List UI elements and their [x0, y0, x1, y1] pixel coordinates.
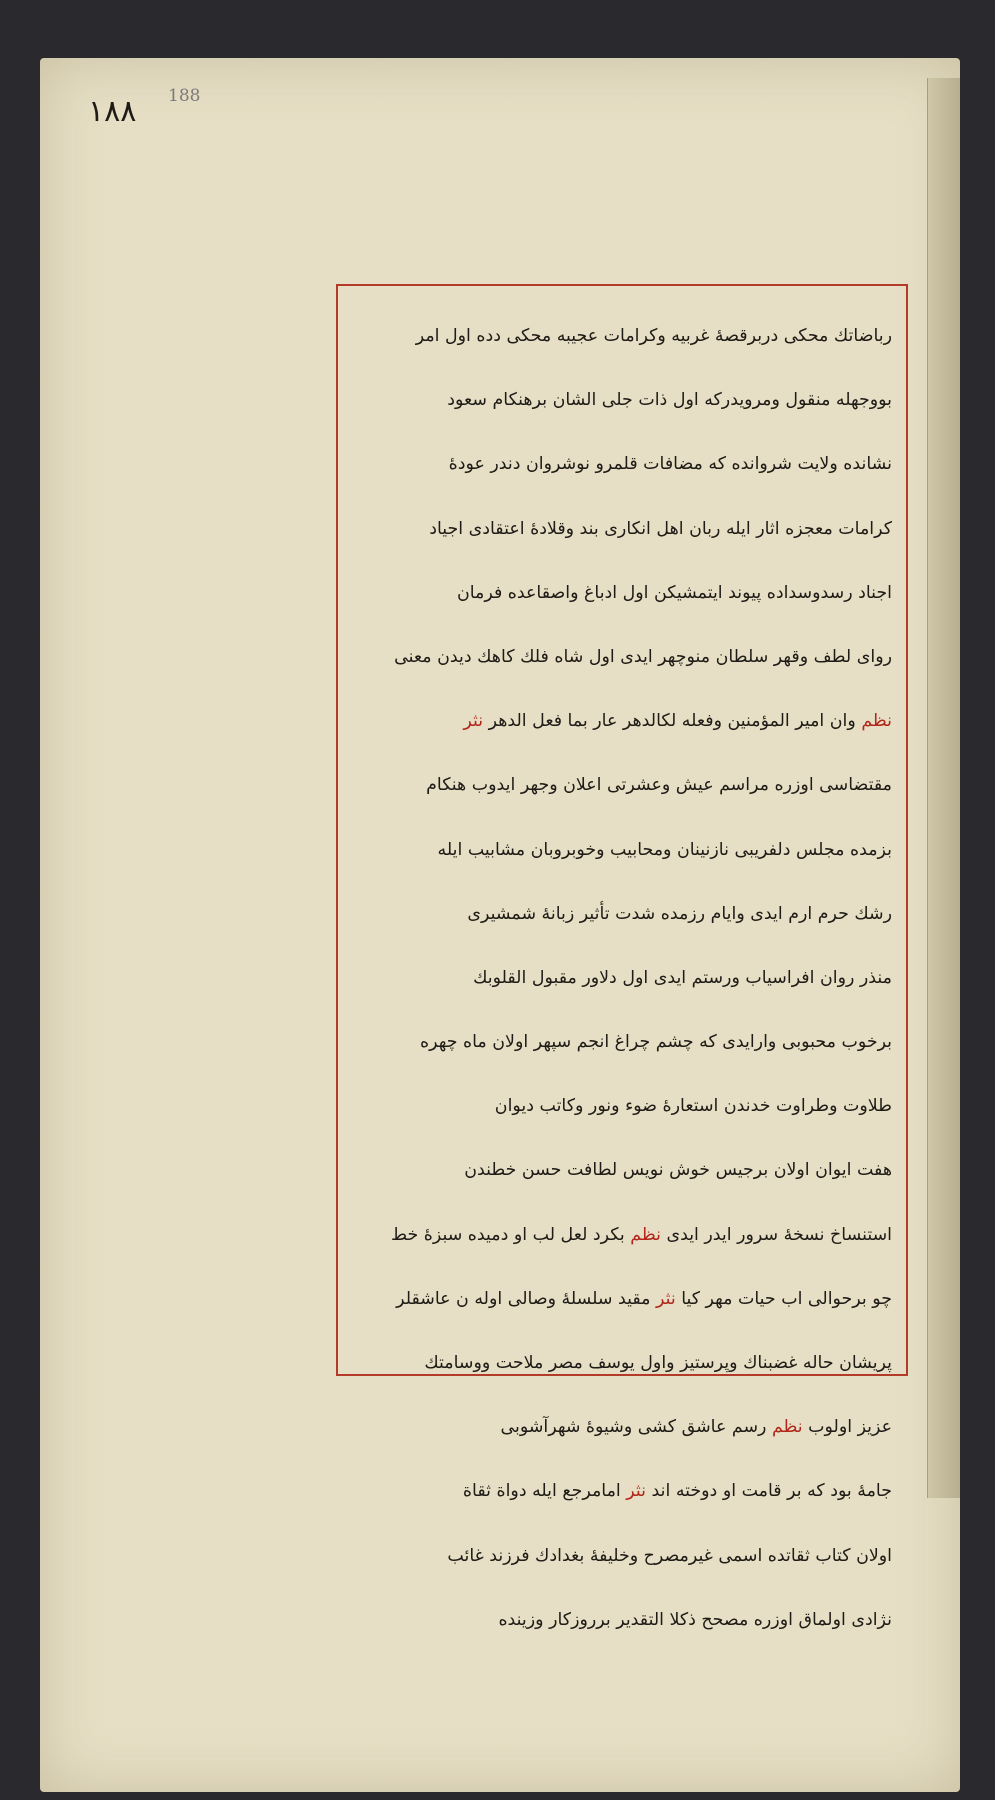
text-segment: هفت ايوان اولان برجيس خوش نويس لطافت حسن خطندن [464, 1160, 892, 1181]
text-segment: اجناد رسدوسداده پيوند ايتمشيكن اول ادباغ واصقاعده فرمان [456, 582, 892, 603]
pencil-page-number: 188 [168, 86, 201, 106]
text-line [352, 882, 892, 946]
text-segment: منذر روان افراسياب ورستم ايدى اول دلاور مقبول القلوبك [473, 967, 892, 988]
text-line [352, 625, 892, 689]
text-segment: برخوب محبوبى وارايدى كه چشم چراغ انجم سپهر اولان ماه چهره [420, 1032, 892, 1053]
text-segment: رسم عاشق كشى وشيوهٔ شهرآشوبى [500, 1417, 772, 1438]
rubric-word: نظم [861, 711, 892, 732]
text-line [352, 1203, 892, 1267]
text-line [352, 689, 892, 753]
text-segment: عزيز اولوب [802, 1417, 892, 1438]
text-segment: رواى لطف وقهر سلطان منوچهر ايدى اول شاه فلك كاهك ديدن معنى [394, 646, 892, 667]
text-segment: بزمده مجلس دلفريبى نازنينان ومحابيب وخوبروبان مشابيب ايله [437, 839, 892, 860]
text-segment: بووجهله منقول ومرويدركه اول ذات جلى الشان برهنكام سعود [447, 390, 892, 411]
rubric-word: نثر [626, 1481, 646, 1502]
text-segment: پريشان حاله غضبناك وپرستيز واول يوسف مصر ملاحت ووسامتك [424, 1353, 892, 1373]
text-line [352, 1459, 892, 1523]
rubric-word: نثر [655, 1288, 676, 1309]
text-line [352, 1074, 892, 1138]
folio-number: ١٨٨ [88, 94, 137, 129]
text-segment: طلاوت وطراوت خدندن استعارهٔ ضوء ونور وكاتب ديوان [494, 1096, 892, 1117]
text-line [352, 1267, 892, 1331]
text-line [352, 1524, 892, 1588]
text-line [352, 818, 892, 882]
text-line [352, 368, 892, 432]
text-line [352, 561, 892, 625]
text-line [352, 1588, 892, 1652]
text-line [352, 432, 892, 496]
text-line [352, 1138, 892, 1202]
text-segment: نژادى اولماق اوزره مصحح ذكلا التقدير برروزكار وزينده [498, 1609, 892, 1630]
manuscript-page [40, 58, 960, 1792]
text-line [352, 946, 892, 1010]
page-edge [927, 78, 960, 1498]
text-line [352, 1395, 892, 1459]
text-line [352, 753, 892, 817]
text-segment: وان امير المؤمنين وفعله لكالدهر عار بما فعل الدهر [483, 711, 862, 732]
text-segment: رباضاتك محكى دربرقصهٔ غربيه وكرامات عجيبه محكى دده اول امر [415, 326, 892, 346]
text-segment: مقيد سلسلهٔ وصالى اوله ن عاشقلر [396, 1288, 656, 1309]
rubric-word: نثر [463, 711, 484, 732]
text-segment: چو برحوالى اب حيات مهر كيا [675, 1288, 892, 1309]
text-line [352, 497, 892, 561]
text-line [352, 1331, 892, 1395]
text-block [352, 304, 892, 1652]
rubric-word: نظم [630, 1224, 661, 1245]
text-segment: كرامات معجزه اثار ايله ربان اهل انكارى بند وقلادهٔ اعتقادى اجياد [429, 518, 892, 539]
text-frame [336, 284, 908, 1630]
text-segment: امامرجع ايله دواة ثقاة [462, 1481, 627, 1502]
text-segment: رشك حرم ارم ايدى وايام رزمده شدت تأثير زبانهٔ شمشيرى [467, 903, 892, 924]
text-segment: استنساخ نسخهٔ سرور ايدر ايدى [660, 1224, 892, 1245]
rubric-word: نظم [771, 1417, 803, 1438]
text-segment: جامهٔ بود كه بر قامت او دوخته اند [645, 1481, 892, 1502]
text-line [352, 1010, 892, 1074]
text-segment: نشانده ولايت شروانده كه مضافات قلمرو نوشروان دندر عودهٔ [448, 454, 892, 475]
text-segment: اولان كتاب ثقاتده اسمى غيرمصرح وخليفهٔ بغدادك فرزند غائب [447, 1545, 892, 1566]
text-segment: مقتضاسى اوزره مراسم عيش وعشرتى اعلان وجهر ايدوب هنكام [426, 775, 892, 796]
text-line [352, 304, 892, 368]
text-segment: بكرد لعل لب او دميده سبزهٔ خط [390, 1224, 631, 1245]
